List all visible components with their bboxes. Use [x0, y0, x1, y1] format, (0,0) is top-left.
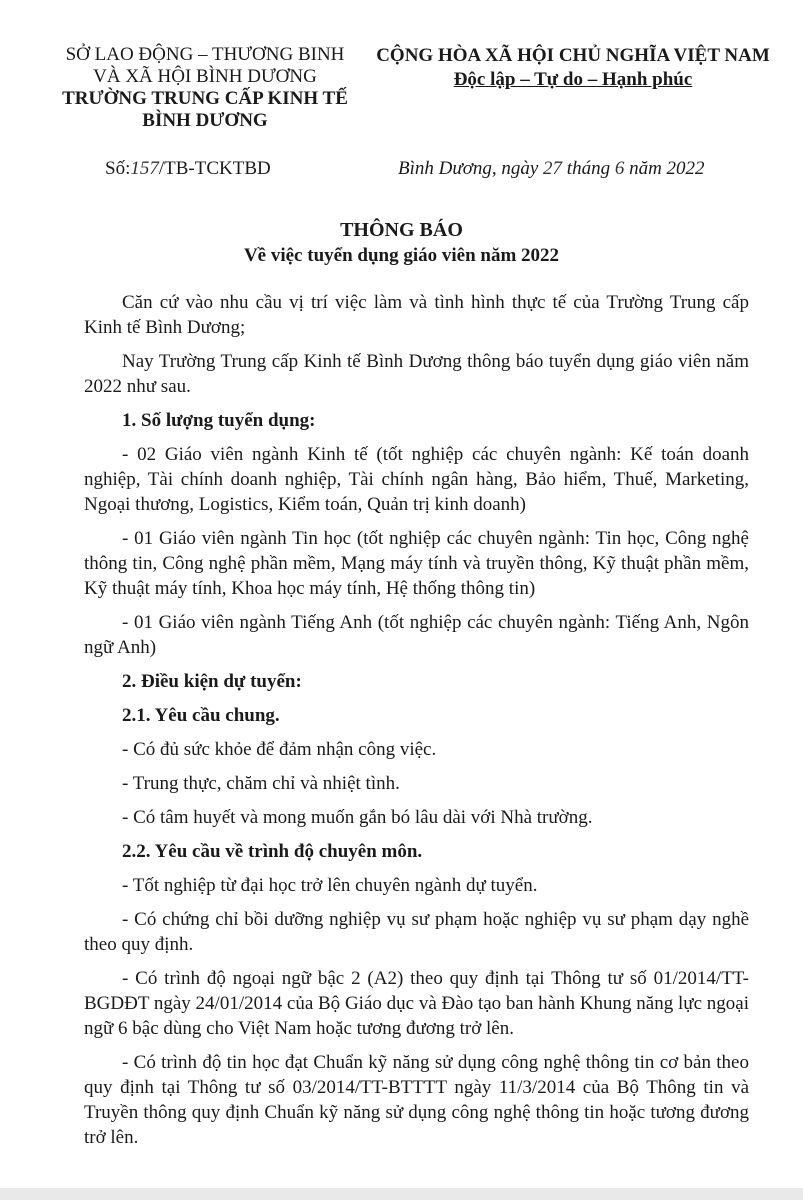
document-number-prefix: Số:: [105, 158, 131, 179]
document-number-handwritten: 157: [130, 158, 159, 179]
issuing-authority: [40, 44, 370, 132]
section-2-1-item: - Có tâm huyết và mong muốn gắn bó lâu dài với Nhà trường.: [122, 807, 593, 828]
school-line-2: BÌNH DƯƠNG: [142, 110, 268, 131]
section-2-1-item: - Có đủ sức khỏe để đảm nhận công việc.: [122, 739, 437, 760]
section-1-item-it: - 01 Giáo viên ngành Tin học (tốt nghiệp các chuyên ngành: Tin học, Công nghệ thông tin, Công nghệ phần mềm, Mạng máy tính và truyền thông, Kỹ thuật phần mềm, Kỹ thuật máy tính, Khoa học máy tính, Hệ thống thông tin): [84, 528, 749, 599]
section-1-item-economics: - 02 Giáo viên ngành Kinh tế (tốt nghiệp các chuyên ngành: Kế toán doanh nghiệp, Tài chính doanh nghiệp, Tài chính ngân hàng, Bảo hiểm, Thuế, Marketing, Ngoại thương, Logistics, Kiểm toán, Quản trị kinh doanh): [84, 444, 749, 515]
section-1-heading: 1. Số lượng tuyển dụng:: [122, 410, 316, 431]
nation-name: CỘNG HÒA XÃ HỘI CHỦ NGHĨA VIỆT NAM: [376, 45, 770, 66]
place-date-prefix: Bình Dương, ngày: [398, 158, 544, 179]
document-number: [105, 158, 271, 180]
ministry-line-2: VÀ XÃ HỘI BÌNH DƯƠNG: [93, 66, 317, 87]
date-month: 6: [614, 158, 625, 179]
school-line-1: TRƯỜNG TRUNG CẤP KINH TẾ: [62, 88, 348, 109]
section-1-item-english: - 01 Giáo viên ngành Tiếng Anh (tốt nghiệp các chuyên ngành: Tiếng Anh, Ngôn ngữ Anh): [84, 612, 749, 658]
section-2-2-item: - Có trình độ tin học đạt Chuẩn kỹ năng sử dụng công nghệ thông tin cơ bản theo quy định tại Thông tư số 03/2014/TT-BTTTT ngày 11/3/2014 của Bộ Thông tin và Truyền thông quy định Chuẩn kỹ năng sử dụng công nghệ thông tin hoặc tương đương trở lên.: [84, 1052, 749, 1148]
date-day: 27: [543, 158, 563, 179]
national-motto: Độc lập – Tự do – Hạnh phúc: [453, 69, 693, 90]
document-title: THÔNG BÁO: [340, 219, 463, 241]
section-2-1-item: - Trung thực, chăm chỉ và nhiệt tình.: [122, 773, 400, 794]
section-2-2-heading: 2.2. Yêu cầu về trình độ chuyên môn.: [122, 841, 423, 862]
paragraph-announcement: Nay Trường Trung cấp Kinh tế Bình Dương thông báo tuyển dụng giáo viên năm 2022 như sau.: [84, 351, 749, 397]
place-and-date: [398, 158, 705, 180]
section-2-2-item: - Có trình độ ngoại ngữ bậc 2 (A2) theo quy định tại Thông tư số 01/2014/TT-BGDĐT ngày 24/01/2014 của Bộ Giáo dục và Đào tạo ban hành Khung năng lực ngoại ngữ 6 bậc dùng cho Việt Nam hoặc tương đương trở lên.: [84, 968, 749, 1039]
ministry-line-1: SỞ LAO ĐỘNG – THƯƠNG BINH: [65, 44, 345, 65]
month-label: tháng: [562, 158, 615, 179]
national-header: [358, 44, 788, 92]
paragraph-basis: Căn cứ vào nhu cầu vị trí việc làm và tình hình thực tế của Trường Trung cấp Kinh tế Bình Dương;: [84, 292, 749, 338]
document-subtitle: Về việc tuyển dụng giáo viên năm 2022: [243, 245, 560, 266]
year-label: năm 2022: [624, 158, 705, 179]
section-2-2-item: - Có chứng chỉ bồi dưỡng nghiệp vụ sư phạm hoặc nghiệp vụ sư phạm dạy nghề theo quy định.: [84, 909, 749, 955]
page-bottom-edge: [0, 1188, 803, 1200]
document-body: [84, 290, 749, 1159]
section-2-1-heading: 2.1. Yêu cầu chung.: [122, 705, 280, 726]
section-2-heading: 2. Điều kiện dự tuyển:: [122, 671, 302, 692]
section-2-2-item: - Tốt nghiệp từ đại học trở lên chuyên ngành dự tuyển.: [122, 875, 538, 896]
document-number-suffix: /TB-TCKTBD: [158, 158, 271, 179]
